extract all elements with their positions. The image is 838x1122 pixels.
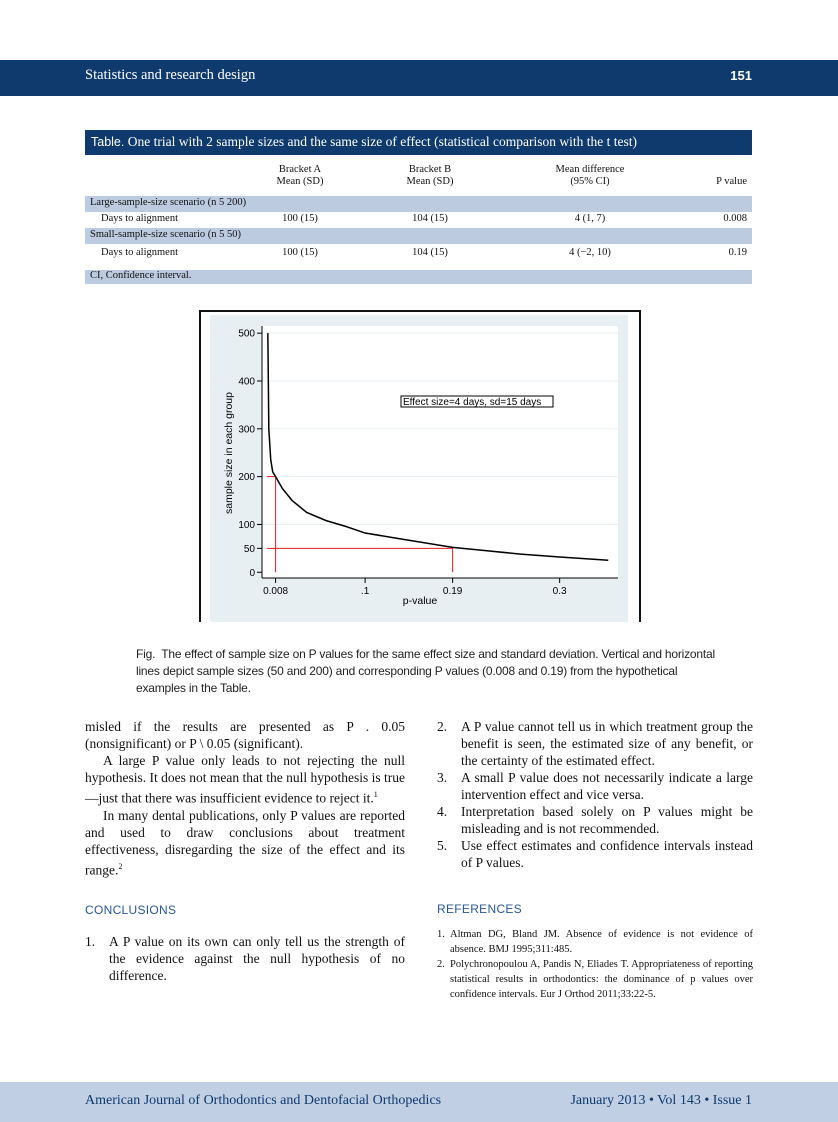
y-tick-label: 200: [238, 472, 255, 484]
col-header: Bracket B Mean (SD): [406, 164, 454, 187]
page-number: 151: [730, 68, 752, 83]
paragraph: In many dental publications, only P values are reported and used to draw conclusions about treatment effectiveness, disregarding the size of the effect and its range.$^2$: [85, 807, 405, 877]
col-header: Bracket A Mean (SD): [276, 164, 324, 187]
table-footnote: CI, Confidence interval.: [85, 270, 752, 284]
figure-caption: Fig. The effect of sample size on P values for the same effect size and standard deviation. Vertical and horizontal lines depict sample sizes (50 and 200) and corresponding P values (0.008 and 0.19) from the hypothetical examples in the Table.: [136, 647, 715, 695]
annotation-text: Effect size=4 days, sd=15 days: [403, 397, 542, 408]
y-axis-label: sample size in each group: [223, 392, 235, 514]
running-header: [0, 60, 838, 96]
data-table: [85, 130, 752, 284]
y-tick-label: 50: [243, 543, 255, 555]
references-heading: REFERENCES: [437, 902, 523, 916]
paragraph: misled if the results are presented as P . 0.05 (nonsignificant) or P \ 0.05 (significant).: [85, 719, 405, 751]
x-tick-label: 0.3: [552, 586, 567, 597]
table-row: Days to alignment 100 (15) 104 (15) 4 (1, 7) 0.008: [101, 213, 747, 224]
right-column: [437, 718, 753, 1002]
list-item: 4. Interpretation based solely on P values might be misleading and is not recommended.: [437, 804, 753, 836]
reference-item: 1. Altman DG, Bland JM. Absence of evidence is not evidence of absence. BMJ 1995;311:485.: [437, 929, 753, 955]
reference-item: 2. Polychronopoulou A, Pandis N, Eliades T. Appropriateness of reporting statistical results in orthodontics: the dominance of p values over confidence intervals. Eur J Orthod 2011;33:22-5.: [437, 959, 753, 1000]
left-column: [85, 718, 405, 984]
section-title: Statistics and research design: [85, 67, 256, 83]
y-tick-label: 400: [238, 376, 255, 388]
running-footer: [0, 1082, 838, 1122]
x-tick-label: .1: [360, 586, 370, 597]
plot-area: [262, 326, 618, 578]
y-tick-label: 300: [238, 424, 255, 436]
journal-name: American Journal of Orthodontics and Dentofacial Orthopedics: [85, 1093, 442, 1108]
issue-info: January 2013 • Vol 143 • Issue 1: [570, 1093, 752, 1108]
chart: [199, 310, 641, 622]
x-tick-label: 0.008: [263, 586, 289, 597]
table-row: Days to alignment 100 (15) 104 (15) 4 (−2, 10) 0.19: [101, 247, 747, 258]
table-title: Table. One trial with 2 sample sizes and the same size of effect (statistical comparison with the t test): [85, 130, 752, 155]
col-header: P value: [716, 176, 747, 187]
list-item: 5. Use effect estimates and confidence intervals instead of P values.: [437, 838, 753, 870]
y-tick-label: 100: [238, 519, 255, 531]
conclusions-heading: CONCLUSIONS: [85, 903, 177, 917]
col-header: Mean difference (95% CI): [555, 164, 625, 187]
group-row: Large-sample-size scenario (n 5 200): [85, 196, 752, 212]
y-tick-label: 0: [249, 567, 255, 579]
x-axis-label: p-value: [402, 595, 438, 607]
y-tick-label: 500: [238, 328, 255, 340]
list-item: 3. A small P value does not necessarily indicate a large intervention effect and vice versa.: [437, 770, 753, 802]
list-item: 1. A P value on its own can only tell us the strength of the evidence against the null hypothesis of no difference.: [85, 934, 405, 983]
paragraph: A large P value only leads to not rejecting the null hypothesis. It does not mean that the null hypothesis is true—just that there was insufficient evidence to reject it.$^1$: [85, 753, 405, 806]
x-tick-label: 0.19: [442, 586, 463, 597]
list-item: 2. A P value cannot tell us in which treatment group the benefit is seen, the estimated size of any benefit, or the certainty of the estimated effect.: [437, 719, 753, 768]
table-header-row: [85, 160, 752, 194]
group-row: Small-sample-size scenario (n 5 50): [85, 228, 752, 244]
